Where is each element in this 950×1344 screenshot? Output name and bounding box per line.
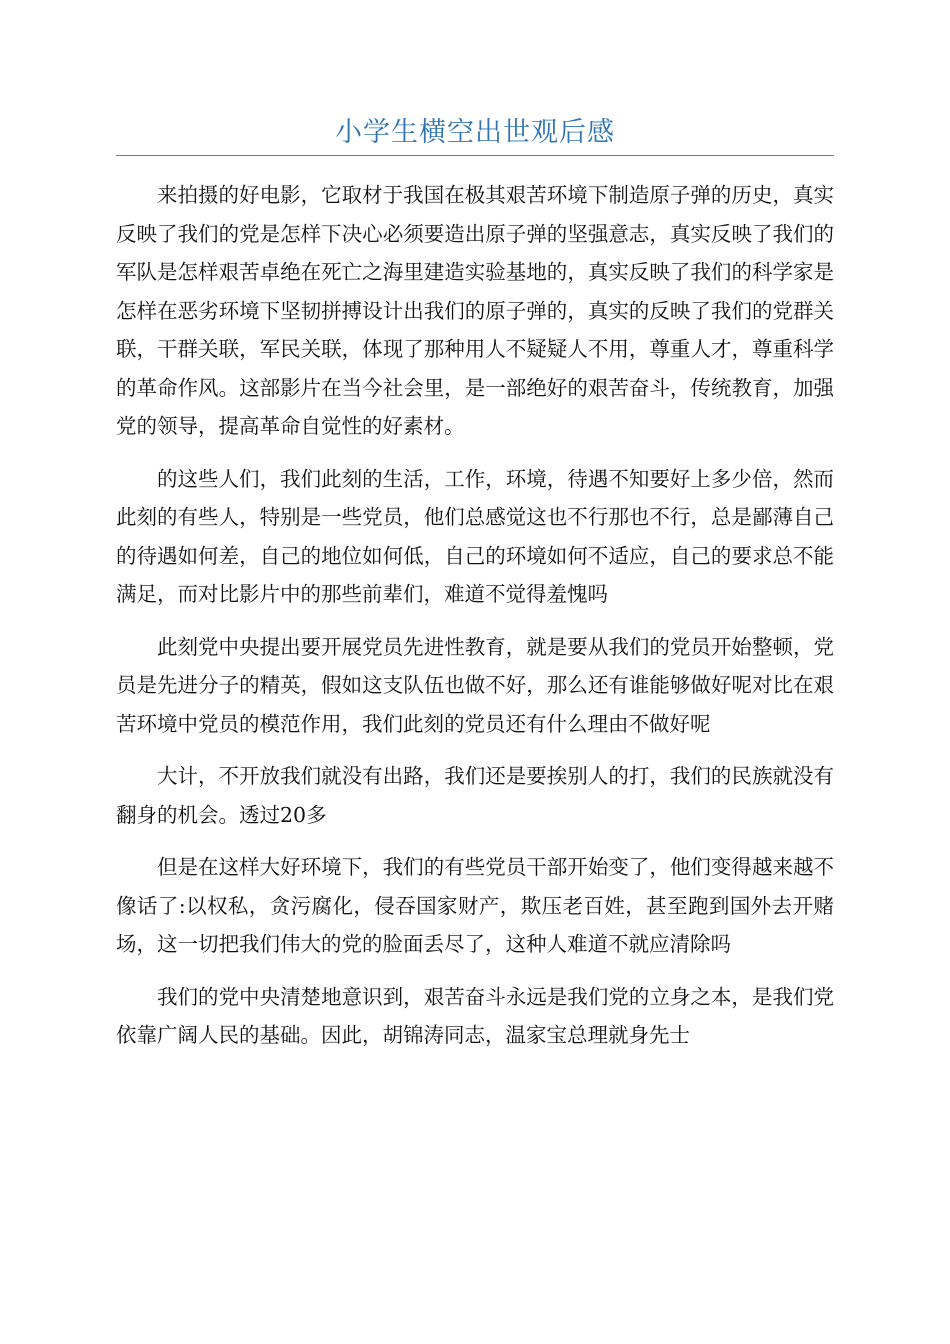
paragraph: 大计，不开放我们就没有出路，我们还是要挨别人的打，我们的民族就没有翻身的机会。透过20多 [116,764,834,827]
document-body [116,176,834,1069]
title-underline [116,155,834,156]
paragraph: 此刻党中央提出要开展党员先进性教育，就是要从我们的党员开始整顿，党员是先进分子的精英，假如这支队伍也做不好，那么还有谁能够做好呢对比在艰苦环境中党员的模范作用，我们此刻的党员还有什么理由不做好呢 [116,634,834,736]
paragraph: 来拍摄的好电影，它取材于我国在极其艰苦环境下制造原子弹的历史，真实反映了我们的党是怎样下决心必须要造出原子弹的坚强意志，真实反映了我们的军队是怎样艰苦卓绝在死亡之海里建造实验基地的，真实反映了我们的科学家是怎样在恶劣环境下坚韧拼搏设计出我们的原子弹的，真实的反映了我们的党群关联，干群关联，军民关联，体现了那种用人不疑疑人不用，尊重人才，尊重科学的革命作风。这部影片在当今社会里，是一部绝好的艰苦奋斗，传统教育，加强党的领导，提高革命自觉性的好素材。 [116,183,834,438]
paragraph: 我们的党中央清楚地意识到，艰苦奋斗永远是我们党的立身之本，是我们党依靠广阔人民的基础。因此，胡锦涛同志，温家宝总理就身先士 [116,984,834,1047]
document-title: 小学生横空出世观后感 [335,117,615,148]
paragraph: 但是在这样大好环境下，我们的有些党员干部开始变了，他们变得越来越不像话了:以权私，贪污腐化，侵吞国家财产，欺压老百姓，甚至跑到国外去开赌场，这一切把我们伟大的党的脸面丢尽了，这种人难道不就应清除吗 [116,855,834,956]
paragraph: 的这些人们，我们此刻的生活，工作，环境，待遇不知要好上多少倍，然而此刻的有些人，特别是一些党员，他们总感觉这也不行那也不行，总是鄙薄自己的待遇如何差，自己的地位如何低，自己的环境如何不适应，自己的要求总不能满足，而对比影片中的那些前辈们，难道不觉得羞愧吗 [116,466,834,606]
